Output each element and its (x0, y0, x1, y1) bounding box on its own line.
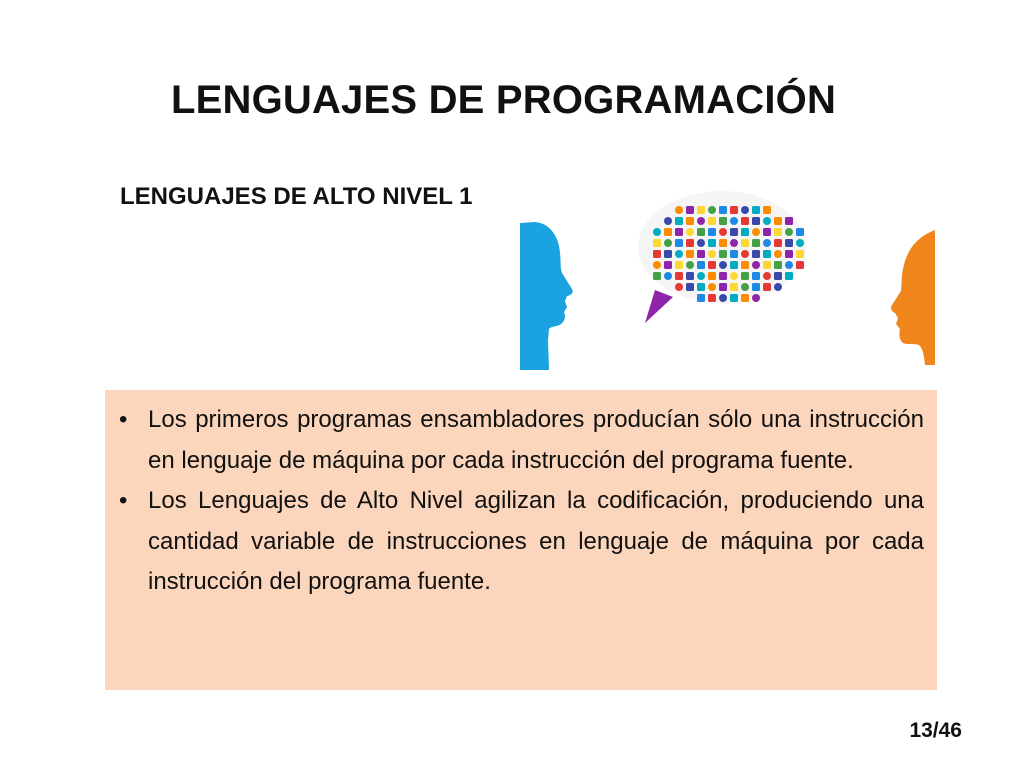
slide-title: LENGUAJES DE PROGRAMACIÓN (170, 78, 837, 122)
bubble-mini-icon (796, 228, 804, 236)
bubble-mini-icon (719, 206, 727, 214)
bubble-mini-icon (675, 261, 683, 269)
bubble-mini-icon (686, 250, 694, 258)
bubble-mini-icon (730, 206, 738, 214)
bubble-mini-icon (741, 261, 749, 269)
bubble-mini-icon (774, 250, 782, 258)
bullet-marker: • (119, 406, 128, 433)
bubble-mini-icon (697, 261, 705, 269)
bubble-mini-icon (708, 217, 716, 225)
bubble-mini-icon (730, 283, 738, 291)
bubble-mini-icon (785, 217, 793, 225)
bubble-mini-icon (741, 206, 749, 214)
bubble-mini-icon (796, 239, 804, 247)
bubble-mini-icon (741, 294, 749, 302)
bubble-mini-icon (719, 217, 727, 225)
bubble-mini-icon (653, 272, 661, 280)
bubble-mini-icon (697, 239, 705, 247)
bubble-mini-icon (785, 239, 793, 247)
bubble-mini-icon (697, 206, 705, 214)
bubble-mini-icon (664, 239, 672, 247)
bubble-mini-icon (697, 272, 705, 280)
bubble-mini-icon (730, 294, 738, 302)
bubble-mini-icon (675, 239, 683, 247)
section-subtitle: LENGUAJES DE ALTO NIVEL 1 (120, 183, 473, 210)
bubble-mini-icon (730, 272, 738, 280)
bubble-mini-icon (653, 250, 661, 258)
bubble-mini-icon (763, 250, 771, 258)
bubble-mini-icon (708, 228, 716, 236)
bubble-mini-icon (763, 261, 771, 269)
bubble-mini-icon (708, 283, 716, 291)
bubble-mini-icon (796, 250, 804, 258)
bullet-text: Los Lenguajes de Alto Nivel agilizan la codificación, produciendo una cantidad variable de instrucciones en lenguaje de máquina por cada instrucción del programa fuente. (148, 487, 924, 595)
bubble-mini-icon (774, 239, 782, 247)
bubble-mini-icon (675, 272, 683, 280)
bubble-mini-icon (730, 239, 738, 247)
bubble-mini-icon (752, 283, 760, 291)
bubble-mini-icon (653, 228, 661, 236)
bubble-mini-icon (730, 217, 738, 225)
bubble-mini-icon (719, 250, 727, 258)
bullet-list (115, 400, 924, 603)
bubble-mini-icon (774, 217, 782, 225)
bubble-mini-icon (774, 228, 782, 236)
bubble-mini-icon (675, 206, 683, 214)
bubble-mini-icon (763, 228, 771, 236)
left-head-silhouette (520, 222, 573, 370)
bubble-mini-icon (708, 261, 716, 269)
bubble-mini-icon (686, 283, 694, 291)
bubble-mini-icon (686, 261, 694, 269)
bubble-mini-icon (653, 239, 661, 247)
bubble-mini-icon (675, 217, 683, 225)
bubble-mini-icon (730, 261, 738, 269)
bullet-item-1 (115, 400, 924, 481)
bubble-mini-icon (664, 250, 672, 258)
bubble-mini-icon (752, 206, 760, 214)
bubble-mini-icon (785, 272, 793, 280)
bubble-mini-icon (730, 228, 738, 236)
bubble-mini-icon (730, 250, 738, 258)
bubble-mini-icon (719, 228, 727, 236)
bubble-mini-icon (708, 239, 716, 247)
right-head-silhouette (891, 230, 935, 365)
bubble-mini-icon (675, 250, 683, 258)
bullet-box (105, 390, 937, 690)
bubble-mini-icon (719, 294, 727, 302)
bubble-mini-icon (708, 250, 716, 258)
bubble-mini-icon (697, 283, 705, 291)
bubble-mini-icon (741, 228, 749, 236)
bubble-mini-icon (752, 294, 760, 302)
bubble-mini-icon (752, 228, 760, 236)
bubble-mini-icon (774, 261, 782, 269)
bubble-mini-icon (763, 217, 771, 225)
bubble-mini-icon (686, 206, 694, 214)
bubble-mini-icon (774, 272, 782, 280)
bubble-mini-icon (752, 272, 760, 280)
bubble-mini-icon (686, 228, 694, 236)
bubble-mini-icon (697, 217, 705, 225)
bubble-tail (645, 290, 673, 323)
bubble-mini-icon (785, 250, 793, 258)
bubble-mini-icon (785, 228, 793, 236)
bubble-mini-icon (796, 261, 804, 269)
bubble-mini-icon (741, 217, 749, 225)
bubble-mini-icon (719, 272, 727, 280)
bubble-mini-icon (763, 272, 771, 280)
bubble-mini-icon (774, 283, 782, 291)
bubble-mini-icon (719, 261, 727, 269)
bubble-mini-icon (741, 239, 749, 247)
bubble-mini-icon (697, 228, 705, 236)
icon-cloud (638, 191, 806, 323)
two-heads-speech-bubble-icon (515, 185, 940, 375)
bubble-mini-icon (708, 272, 716, 280)
bubble-mini-icon (675, 283, 683, 291)
bubble-mini-icon (675, 228, 683, 236)
bubble-mini-icon (763, 283, 771, 291)
bullet-item-2 (115, 481, 924, 603)
bubble-mini-icon (763, 206, 771, 214)
bubble-mini-icon (719, 239, 727, 247)
bubble-mini-icon (686, 272, 694, 280)
bubble-mini-icon (708, 294, 716, 302)
bubble-mini-icon (741, 250, 749, 258)
bubble-mini-icon (653, 261, 661, 269)
bubble-mini-icon (741, 283, 749, 291)
bubble-mini-icon (686, 217, 694, 225)
bubble-mini-icon (708, 206, 716, 214)
bubble-mini-icon (697, 250, 705, 258)
bullet-text: Los primeros programas ensambladores producían sólo una instrucción en lenguaje de máquina por cada instrucción del programa fuente. (148, 406, 924, 474)
bubble-mini-icon (752, 239, 760, 247)
bubble-mini-icon (686, 239, 694, 247)
bubble-mini-icon (752, 217, 760, 225)
bubble-mini-icon (664, 261, 672, 269)
bubble-mini-icon (752, 250, 760, 258)
bubble-mini-icon (719, 283, 727, 291)
bubble-mini-icon (664, 272, 672, 280)
page-number: 13/46 (909, 719, 962, 742)
bubble-mini-icon (697, 294, 705, 302)
bubble-mini-icon (664, 228, 672, 236)
bubble-mini-icon (741, 272, 749, 280)
bubble-mini-icon (752, 261, 760, 269)
bubble-mini-icon (785, 261, 793, 269)
bubble-mini-icon (763, 239, 771, 247)
bullet-marker: • (119, 487, 128, 514)
bubble-mini-icon (664, 217, 672, 225)
